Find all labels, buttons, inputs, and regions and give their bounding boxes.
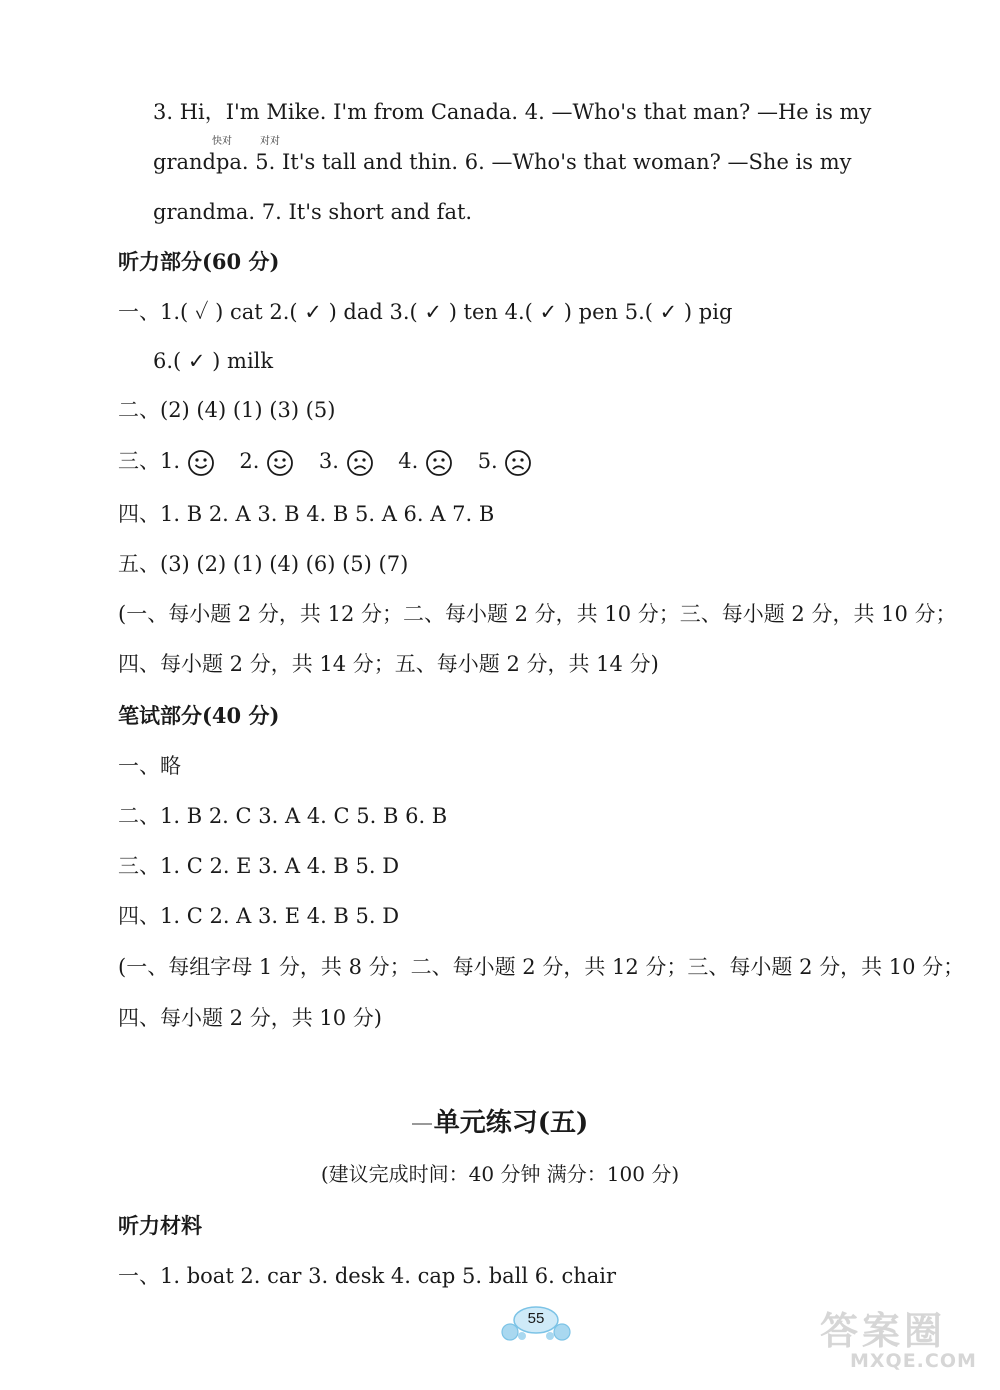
happy-face-icon bbox=[187, 449, 215, 477]
handwritten-mark: 对对 bbox=[260, 136, 280, 147]
score-note: (一、每组字母 1 分，共 8 分；二、每小题 2 分，共 12 分；三、每小题 2 分，共 10 分； bbox=[118, 955, 965, 979]
answer-row: 一、1. boat 2. car 3. desk 4. cap 5. ball 6. chair bbox=[118, 1264, 617, 1288]
answer-label: 5. bbox=[477, 449, 498, 473]
answer-row: 五、(3) (2) (1) (4) (6) (5) (7) bbox=[118, 552, 409, 576]
answer-prefix: 三、1. bbox=[118, 449, 181, 473]
happy-face-icon bbox=[266, 449, 294, 477]
title-dash bbox=[412, 1123, 432, 1125]
sad-face-icon bbox=[425, 449, 453, 477]
watermark-text: 答案圈 bbox=[820, 1309, 947, 1353]
answer-row: 四、1. B 2. A 3. B 4. B 5. A 6. A 7. B bbox=[118, 502, 495, 526]
face-answer-row bbox=[118, 447, 532, 477]
score-note: 四、每小题 2 分，共 14 分；五、每小题 2 分，共 14 分) bbox=[118, 652, 659, 676]
listening-material-line-2: grandpa. 5. It's tall and thin. 6. —Who's that woman? —She is my bbox=[153, 150, 852, 174]
answer-label: 3. bbox=[318, 449, 339, 473]
unit-title-text: 单元练习(五) bbox=[433, 1108, 589, 1138]
answer-row: 三、1. C 2. E 3. A 4. B 5. D bbox=[118, 854, 400, 878]
sad-face-icon bbox=[346, 449, 374, 477]
written-heading: 笔试部分(40 分) bbox=[118, 703, 280, 728]
answer-row: 一、1.( ✓ ) cat 2.( ✓ ) dad 3.( ✓ ) ten 4.( ✓ ) pen 5.( ✓ ) pig bbox=[118, 300, 733, 324]
score-note: (一、每小题 2 分，共 12 分；二、每小题 2 分，共 10 分；三、每小题 2 分，共 10 分； bbox=[118, 602, 957, 626]
listening-material-line-1: 3. Hi，I'm Mike. I'm from Canada. 4. —Who's that man? —He is my bbox=[153, 100, 872, 124]
listening-heading: 听力部分(60 分) bbox=[118, 249, 280, 274]
unit-title bbox=[0, 1102, 1000, 1139]
page-number: 55 bbox=[527, 1310, 545, 1327]
score-note: 四、每小题 2 分，共 10 分) bbox=[118, 1006, 382, 1030]
answer-row: 一、略 bbox=[118, 754, 181, 778]
answer-row: 6.( ✓ ) milk bbox=[153, 349, 274, 373]
page-number-badge bbox=[498, 1304, 574, 1344]
unit-subtitle: (建议完成时间：40 分钟 满分：100 分) bbox=[320, 1162, 680, 1186]
answer-row: 二、(2) (4) (1) (3) (5) bbox=[118, 398, 336, 422]
answer-label: 2. bbox=[239, 449, 260, 473]
answer-row: 四、1. C 2. A 3. E 4. B 5. D bbox=[118, 904, 400, 928]
watermark bbox=[820, 1300, 990, 1380]
answer-label: 4. bbox=[398, 449, 419, 473]
watermark-url: MXQE.COM bbox=[850, 1350, 977, 1372]
handwritten-mark: 快对 bbox=[212, 136, 232, 147]
sad-face-icon bbox=[504, 449, 532, 477]
material-heading: 听力材料 bbox=[118, 1213, 202, 1238]
answer-row: 二、1. B 2. C 3. A 4. C 5. B 6. B bbox=[118, 804, 448, 828]
listening-material-line-3: grandma. 7. It's short and fat. bbox=[153, 200, 473, 224]
